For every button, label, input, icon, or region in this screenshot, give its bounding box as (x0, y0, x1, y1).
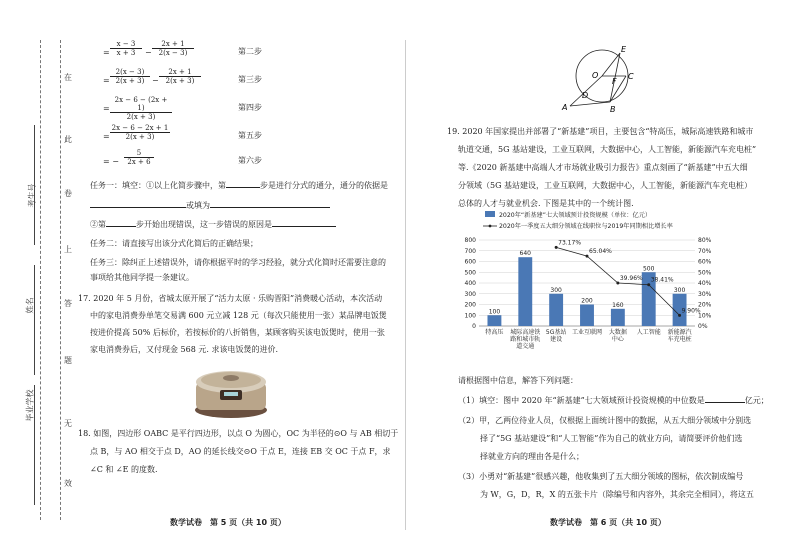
y-tick-label-left: 300 (464, 290, 476, 298)
growth-label: 39.96% (619, 275, 643, 283)
task2-text: 任务二：请直接写出该分式化简后的正确结果； (90, 239, 258, 248)
bar (549, 294, 563, 326)
figure-label-d: D (582, 91, 589, 100)
x-tick-label: 工业互联网 (571, 329, 603, 336)
school-label: 毕业学校 (25, 389, 35, 422)
q18-line3: ∠C 和 ∠E 的度数. (90, 465, 158, 474)
q19-line2: 轨道交通，5G 基站建设，工业互联网，大数据中心，人工智能，新能源汽车充电桩” (458, 145, 757, 154)
binding-char: 卷 (64, 189, 72, 198)
step-fraction (110, 40, 142, 57)
task1-line2 (90, 200, 330, 211)
fraction-numerator: 2(x − 3) (110, 68, 150, 77)
investment-chart (455, 208, 725, 358)
sub2-line3: 择就业方向的理由各是什么； (480, 452, 584, 461)
growth-label: 65.04% (589, 248, 612, 256)
y-tick-label-left: 200 (464, 301, 476, 309)
y-tick-label-right: 0% (698, 323, 708, 330)
legend-line-label: 2020年一季度五大细分领域在线职位与2019年同期相比增长率 (499, 223, 673, 230)
step-equals: = (103, 104, 110, 113)
bar-value-label: 200 (581, 297, 593, 305)
binding-dashed-line-inner (60, 40, 61, 520)
growth-label: 38.41% (650, 276, 674, 284)
fraction-denominator: 2(x + 3) (115, 77, 145, 85)
step-operator: − (152, 76, 159, 85)
q17-line2: 中的家电消费券单笔交易满 600 元立减 128 元（每次只能使用一张）某品牌电饭煲 (90, 311, 387, 320)
x-tick-label: 道交通 (516, 343, 535, 350)
q17-line4: 家电消费券后，又付现金 568 元. 求该电饭煲的进价. (90, 345, 278, 354)
fraction-denominator: 2(x − 3) (158, 49, 188, 57)
step-label: 第三步 (238, 75, 262, 84)
y-tick-label-right: 50% (698, 269, 712, 277)
name-label: 姓名 (25, 297, 35, 314)
fraction-denominator: x + 3 (116, 49, 136, 57)
fraction-numerator: x − 3 (110, 40, 142, 49)
y-tick-label-right: 30% (698, 290, 712, 298)
binding-char: 此 (64, 135, 72, 144)
bar (580, 305, 594, 327)
bar-value-label: 640 (519, 250, 532, 258)
y-tick-label-left: 600 (464, 258, 476, 266)
fraction-denominator: 2x + 6 (127, 158, 151, 166)
bar-value-label: 100 (488, 308, 501, 316)
fraction-numerator: 2x − 6 − (2x + 1) (110, 96, 172, 113)
page-divider (405, 40, 406, 530)
left-page-footer: 数学试卷 第 5 页（共 10 页） (170, 518, 286, 527)
x-tick-label: 人工智能 (636, 329, 661, 336)
task1-blank-1[interactable] (226, 187, 260, 188)
task1-text-b: 步是进行分式的通分，通分的依据是 (260, 181, 388, 190)
fraction-numerator: 2x − 6 − 2x + 1 (111, 124, 169, 132)
binding-char: 答 (64, 299, 72, 308)
step-fraction (110, 68, 150, 85)
step-fraction (110, 96, 172, 121)
q19-line3: 等.《2020 新基建中高端人才市场就业吸引力报告》重点刻画了“新基建”中五大细 (458, 163, 748, 172)
step-fraction (152, 40, 194, 57)
y-tick-label-left: 500 (464, 269, 476, 277)
x-tick-label: 中心 (611, 336, 624, 343)
step-equals: = (103, 132, 110, 141)
q19-line5: 总体的人才与就业机会. 下图是其中的一个统计图. (458, 199, 634, 208)
q19-line1: 19. 2020 年国家提出并部署了“新基建”项目，主要包含“特高压，城际高速铁路和城市 (447, 127, 754, 136)
task3-line2: 事项给其他同学提一条建议。 (90, 273, 194, 282)
task1-blank-3[interactable] (210, 207, 330, 208)
x-tick-label: 大数据 (608, 329, 627, 336)
x-tick-label: 路和城市轨 (510, 336, 541, 343)
legend-bar-swatch (485, 211, 495, 217)
x-tick-label: 5G基站 (545, 329, 567, 336)
q17-line3: 按进价提高 50% 后标价，若按标价的八折销售，某顾客购买该电饭煲时，使用一张 (90, 328, 385, 337)
task1-blank-2[interactable] (90, 207, 186, 208)
sub1-blank[interactable] (705, 402, 745, 403)
binding-char: 上 (64, 245, 72, 254)
fraction-numerator: 5 (124, 149, 154, 158)
step-label: 第五步 (238, 131, 262, 140)
task1-text-d: ②第 (90, 220, 106, 229)
bar-value-label: 300 (673, 286, 686, 294)
circle-figure (560, 40, 640, 116)
binding-char: 效 (64, 479, 72, 488)
step-label: 第四步 (238, 103, 262, 112)
q17-line1: 17. 2020 年 5 月份，省城太原开展了“活力太原 · 乐购晋阳”消费暖心活动，本次活动 (78, 294, 383, 303)
figure-label-b: B (610, 105, 616, 114)
q18-line2: 点 B，与 AO 相交于点 D，AO 的延长线交⊙O 于点 E，连接 EB 交 OC 于点 F，求 (90, 447, 391, 456)
y-tick-label-right: 40% (698, 280, 712, 287)
fraction-numerator: 2x + 1 (152, 40, 194, 49)
step-fraction (110, 124, 170, 141)
legend-bar-label: 2020年“新基建”七大领域预计投资规模（单位：亿元） (499, 212, 652, 219)
q18-line1: 18. 如图，四边形 OABC 是平行四边形，以点 O 为圆心，OC 为半径的⊙O 与 AB 相切于 (78, 429, 399, 438)
legend-line-marker (489, 225, 492, 228)
x-tick-label: 特高压 (485, 329, 504, 336)
name-line (34, 265, 35, 375)
y-tick-label-right: 80% (698, 237, 712, 244)
growth-label: 73.17% (558, 239, 582, 247)
step-equals: = (103, 76, 110, 85)
task1-text-a: 任务一：填空：①以上化简步骤中，第 (90, 181, 226, 190)
task1-blank-4[interactable] (106, 226, 136, 227)
sub1-text-b: 亿元； (744, 396, 769, 405)
bar-value-label: 160 (612, 301, 624, 309)
figure-label-o: O (592, 71, 599, 80)
binding-char: 无 (64, 419, 72, 428)
bar-value-label: 500 (642, 265, 655, 273)
y-tick-label-right: 70% (698, 247, 712, 255)
task1-text-c: 或填为 (186, 201, 210, 210)
binding-dashed-line (40, 40, 41, 520)
step-label: 第二步 (238, 47, 262, 56)
bar (611, 309, 625, 326)
bar-value-label: 300 (550, 286, 562, 294)
fraction-denominator: 2(x + 3) (125, 133, 155, 141)
step-fraction (159, 68, 201, 85)
task3-line1: 任务三：除纠正上述错误外，请你根据平时的学习经验，就分式化简时还需要注意的 (90, 258, 386, 267)
y-tick-label-left: 800 (464, 237, 476, 244)
sub1-line (458, 395, 769, 406)
binding-char: 题 (64, 356, 72, 365)
figure-label-e: E (621, 45, 627, 54)
y-tick-label-left: 0 (472, 323, 476, 330)
task1-line3 (90, 219, 336, 230)
binding-char: 在 (64, 73, 72, 82)
sub1-text-a: （1）填空：图中 2020 年“新基建”七大领域预计投资规模的中位数是 (458, 396, 705, 405)
sub2-line1: （2）甲，乙两位待业人员，仅根据上面统计图中的数据，从五大细分领域中分别选 (458, 416, 752, 425)
school-line (34, 385, 35, 505)
exam-number-line (34, 125, 35, 245)
sub2-line2: 择了“5G 基站建设”和“人工智能”作为自己的就业方向，请简要评价他们选 (480, 434, 743, 443)
exam-number-label: 考生号 (27, 183, 37, 208)
q19-line4: 分领域（5G 基站建设，工业互联网，大数据中心，人工智能，新能源汽车充电桩） (458, 181, 753, 190)
y-tick-label-left: 700 (464, 247, 476, 255)
step-label: 第六步 (238, 156, 262, 165)
y-tick-label-right: 20% (698, 301, 712, 309)
fraction-denominator: 2(x + 3) (165, 77, 195, 85)
task1-text-e: 步开始出现错误，这一步错误的原因是 (136, 220, 272, 229)
bar (518, 257, 532, 326)
y-tick-label-left: 400 (464, 280, 476, 287)
x-tick-label: 新能源汽 (667, 329, 692, 336)
x-tick-label: 建设 (550, 336, 563, 343)
y-tick-label-right: 10% (698, 312, 712, 320)
y-tick-label-left: 100 (464, 312, 476, 320)
x-tick-label: 城际高速铁 (510, 329, 541, 336)
figure-label-c: C (628, 72, 634, 81)
x-tick-label: 车充电桩 (667, 336, 692, 343)
task1-blank-5[interactable] (272, 226, 336, 227)
fraction-denominator: 2(x + 3) (126, 113, 156, 121)
y-tick-label-right: 60% (698, 258, 712, 266)
right-page-footer: 数学试卷 第 6 页（共 10 页） (550, 518, 666, 527)
task1-line1 (90, 180, 388, 191)
step-equals: = − (103, 157, 119, 166)
sub3-line2: 为 W，G，D，R，X 的五张卡片（除编号和内容外，其余完全相同），将这五 (480, 490, 754, 499)
sub3-line1: （3）小勇对“新基建”很感兴趣，他收集到了五大细分领域的图标，依次制成编号 (458, 472, 744, 481)
step-fraction (124, 149, 154, 166)
figure-label-a: A (562, 103, 568, 112)
step-equals: = (103, 48, 110, 57)
step-operator: − (145, 48, 152, 57)
growth-label: 9.90% (681, 307, 701, 315)
fraction-numerator: 2x + 1 (159, 68, 201, 77)
bar (487, 315, 501, 326)
figure-label-f: F (612, 77, 617, 86)
instructions-line: 请根据图中信息，解答下列问题： (458, 376, 578, 385)
rice-cooker-image (190, 358, 272, 420)
